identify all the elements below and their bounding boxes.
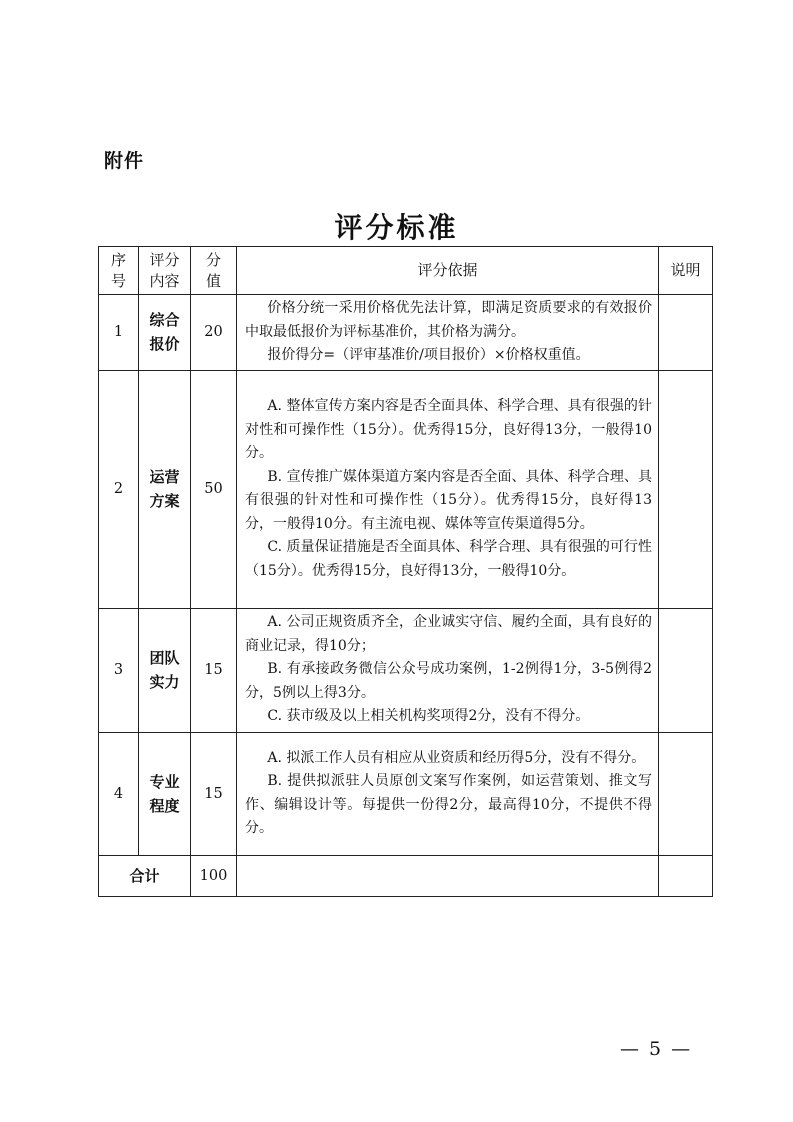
row-score: 50 <box>191 370 237 608</box>
row-note <box>659 370 713 608</box>
row-number: 1 <box>99 295 139 371</box>
row-number: 2 <box>99 370 139 608</box>
basis-paragraph: B. 宣传推广媒体渠道方案内容是否全面、具体、科学合理、具有很强的针对性和可操作性（15分）。优秀得15分，良好得13分，一般得10分。有主流电视、媒体等宣传渠道得5分。 <box>245 468 652 532</box>
row-note <box>659 732 713 855</box>
table-header-row <box>99 247 713 295</box>
header-note: 说明 <box>659 247 713 295</box>
row-score: 15 <box>191 732 237 855</box>
basis-paragraph: A. 拟派工作人员有相应从业资质和经历得5分，没有不得分。 <box>267 749 646 766</box>
row-score: 15 <box>191 608 237 732</box>
page-number: — 5 — <box>620 1038 693 1060</box>
row-basis <box>237 732 659 855</box>
row-note <box>659 295 713 371</box>
row-item: 团队 实力 <box>139 608 191 732</box>
attachment-label: 附件 <box>104 150 145 172</box>
table-row <box>99 295 713 371</box>
row-score: 20 <box>191 295 237 371</box>
scoring-table <box>98 246 713 897</box>
row-basis <box>237 370 659 608</box>
header-basis: 评分依据 <box>237 247 659 295</box>
basis-paragraph: C. 获市级及以上相关机构奖项得2分，没有不得分。 <box>267 708 590 725</box>
row-number: 3 <box>99 608 139 732</box>
basis-paragraph: 价格分统一采用价格优先法计算，即满足资质要求的有效报价中取最低报价为评标基准价，其价格为满分。 <box>245 300 652 340</box>
row-item: 综合 报价 <box>139 295 191 371</box>
basis-paragraph: B. 提供拟派驻人员原创文案写作案例，如运营策划、推文写作、编辑设计等。每提供一份得2分，最高得10分，不提供不得分。 <box>245 773 652 836</box>
basis-paragraph: A. 公司正规资质齐全，企业诚实守信、履约全面，具有良好的商业记录，得10分； <box>245 614 652 654</box>
table-row <box>99 370 713 608</box>
total-note <box>659 855 713 896</box>
table-row <box>99 608 713 732</box>
basis-paragraph: 报价得分=（评审基准价/项目报价）×价格权重值。 <box>267 347 590 363</box>
basis-paragraph: C. 质量保证措施是否全面具体、科学合理、具有很强的可行性（15分）。优秀得15分，良好得13分，一般得10分。 <box>245 539 652 579</box>
header-item: 评分 内容 <box>139 247 191 295</box>
row-item: 运营 方案 <box>139 370 191 608</box>
total-score: 100 <box>191 855 237 896</box>
total-row <box>99 855 713 896</box>
table-row <box>99 732 713 855</box>
basis-paragraph: B. 有承接政务微信公众号成功案例，1-2例得1分，3-5例得2分，5例以上得3分。 <box>245 661 652 701</box>
row-item: 专业 程度 <box>139 732 191 855</box>
row-number: 4 <box>99 732 139 855</box>
row-note <box>659 608 713 732</box>
header-num: 序 号 <box>99 247 139 295</box>
row-basis <box>237 608 659 732</box>
header-score: 分 值 <box>191 247 237 295</box>
total-label: 合计 <box>99 855 191 896</box>
total-basis <box>237 855 659 896</box>
row-basis <box>237 295 659 371</box>
page-title: 评分标准 <box>334 211 459 244</box>
basis-paragraph: A. 整体宣传方案内容是否全面具体、科学合理、具有很强的针对性和可操作性（15分）。优秀得15分，良好得13分，一般得10分。 <box>245 398 652 461</box>
